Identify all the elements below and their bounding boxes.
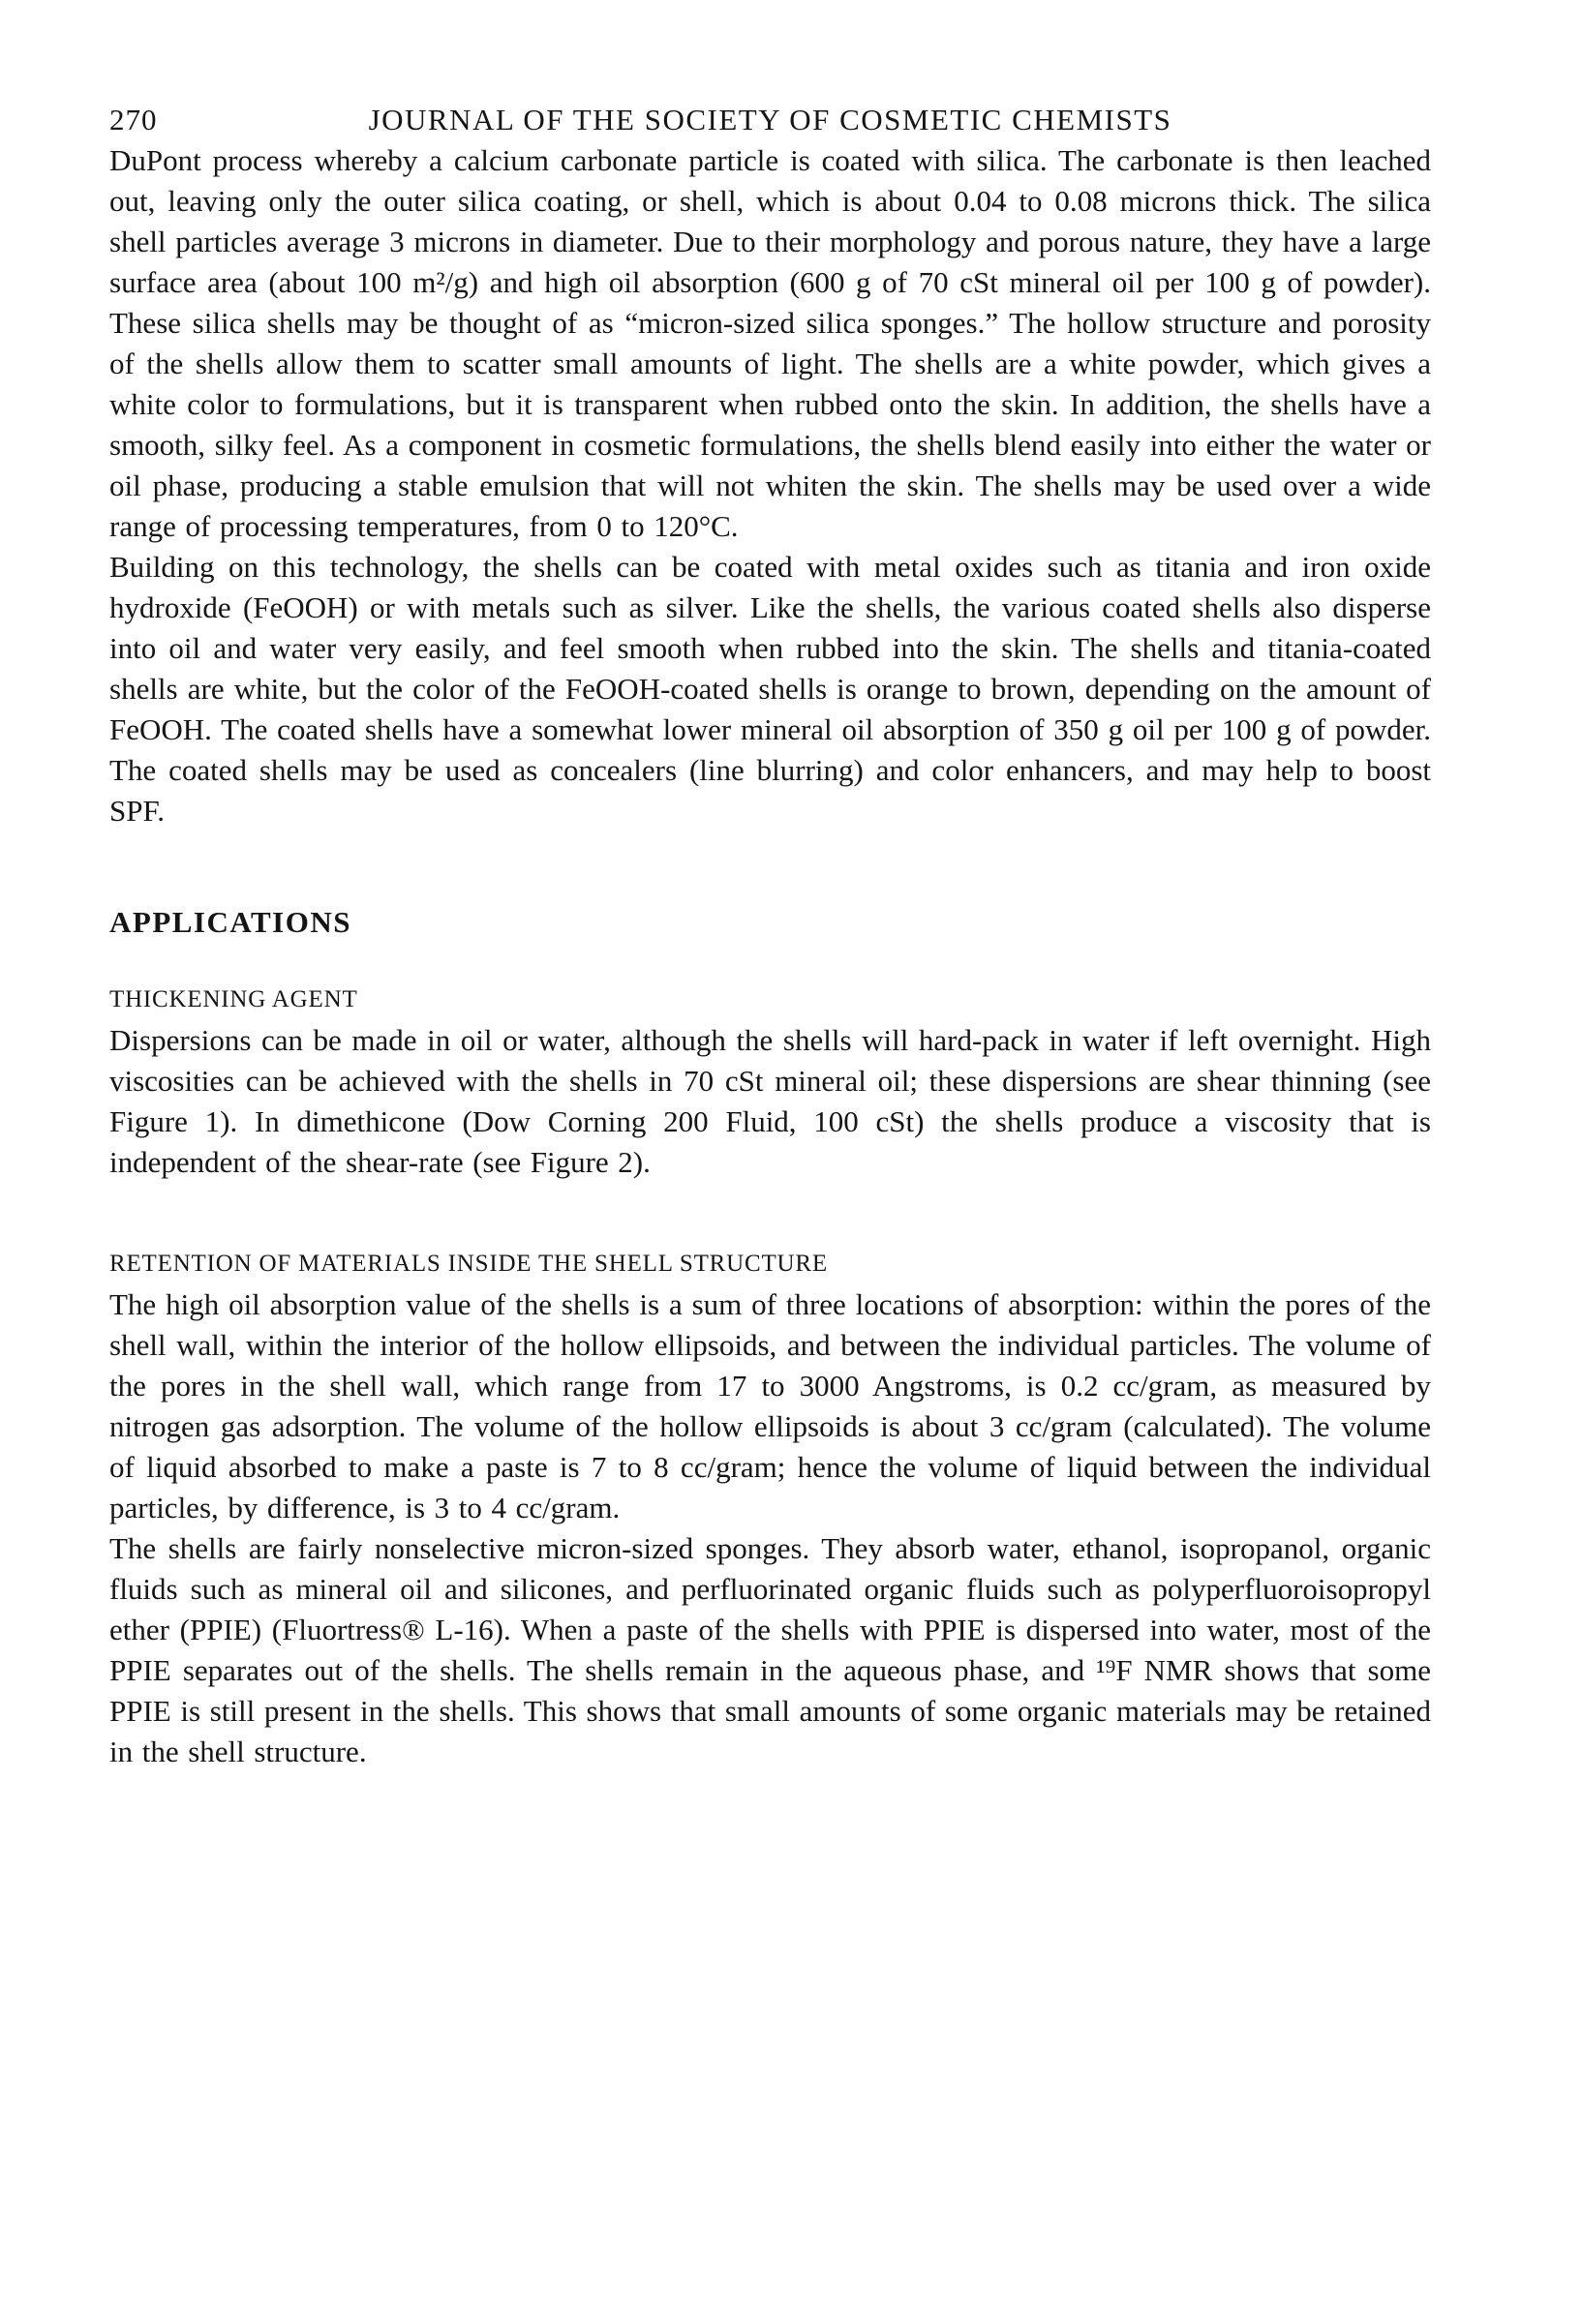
paragraph-dupont-process: DuPont process whereby a calcium carbonate particle is coated with silica. The carbonate is then leached out, leaving only the outer silica coating, or shell, which is about 0.04 to 0.08 microns thick. The silica shell particles average 3 microns in diameter. Due to their morphology and porous nature, they have a large surface area (about 100 m²/g) and high oil absorption (600 g of 70 cSt mineral oil per 100 g of powder). These silica shells may be thought of as “micron-sized silica sponges.” The hollow structure and porosity of the shells allow them to scatter small amounts of light. The shells are a white powder, which gives a white color to formulations, but it is transparent when rubbed onto the skin. In addition, the shells have a smooth, silky feel. As a component in cosmetic formulations, the shells blend easily into either the water or oil phase, producing a stable emulsion that will not whiten the skin. The shells may be used over a wide range of processing temperatures, from 0 to 120°C. — [109, 143, 1431, 543]
page-content — [109, 0, 1431, 1772]
paragraph-oil-absorption-locations: The high oil absorption value of the shells is a sum of three locations of absorption: within the pores of the shell wall, within the interior of the hollow ellipsoids, and between the individual particles. The volume of the pores in the shell wall, which range from 17 to 3000 Angstroms, is 0.2 cc/gram, as measured by nitrogen gas adsorption. The volume of the hollow ellipsoids is about 3 cc/gram (calculated). The volume of liquid absorbed to make a paste is 7 to 8 cc/gram; hence the volume of liquid between the individual particles, by difference, is 3 to 4 cc/gram. — [109, 1287, 1431, 1524]
paragraph-nonselective-sponges: The shells are fairly nonselective micron-sized sponges. They absorb water, ethanol, isopropanol, organic fluids such as mineral oil and silicones, and perfluorinated organic fluids such as polyperfluoroisopropyl ether (PPIE) (Fluortress® L-16). When a paste of the shells with PPIE is dispersed into water, most of the PPIE separates out of the shells. The shells remain in the aqueous phase, and ¹⁹F NMR shows that some PPIE is still present in the shells. This shows that small amounts of some organic materials may be retained in the shell structure. — [109, 1531, 1431, 1768]
running-header — [109, 100, 1431, 140]
section-heading-applications: APPLICATIONS — [109, 905, 351, 939]
page-number: 270 — [109, 103, 158, 136]
subsection-heading-thickening-agent: THICKENING AGENT — [109, 986, 358, 1012]
paragraph-dispersions: Dispersions can be made in oil or water, although the shells will hard-pack in water if left overnight. High viscosities can be achieved with the shells in 70 cSt mineral oil; these dispersions are shear thinning (see Figure 1). In dimethicone (Dow Corning 200 Fluid, 100 cSt) the shells produce a viscosity that is independent of the shear-rate (see Figure 2). — [109, 1023, 1431, 1179]
subsection-heading-retention: RETENTION OF MATERIALS INSIDE THE SHELL STRUCTURE — [109, 1251, 828, 1277]
journal-title: JOURNAL OF THE SOCIETY OF COSMETIC CHEMISTS — [368, 103, 1172, 136]
paragraph-coated-shells: Building on this technology, the shells can be coated with metal oxides such as titania and iron oxide hydroxide (FeOOH) or with metals such as silver. Like the shells, the various coated shells also disperse into oil and water very easily, and feel smooth when rubbed into the skin. The shells and titania-coated shells are white, but the color of the FeOOH-coated shells is orange to brown, depending on the amount of FeOOH. The coated shells have a somewhat lower mineral oil absorption of 350 g oil per 100 g of powder. The coated shells may be used as concealers (line blurring) and color enhancers, and may help to boost SPF. — [109, 550, 1431, 828]
